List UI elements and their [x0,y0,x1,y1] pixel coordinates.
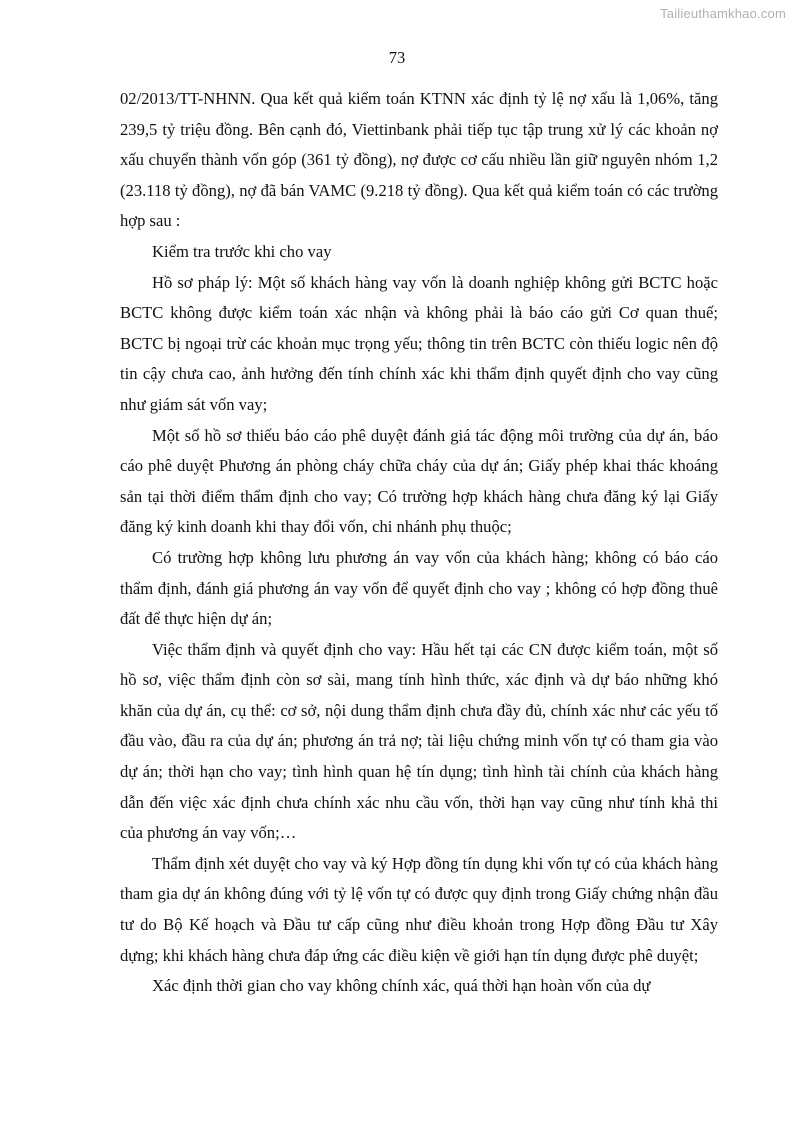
paragraph-continuation: 02/2013/TT-NHNN. Qua kết quả kiểm toán KTNN xác định tỷ lệ nợ xấu là 1,06%, tăng 239,5 tỷ triệu đồng. Bên cạnh đó, Viettinbank phải tiếp tục tập trung xử lý các khoản nợ xấu chuyển thành vốn góp (361 tỷ đồng), nợ được cơ cấu nhiều lần giữ nguyên nhóm 1,2 (23.118 tỷ đồng), nợ đã bán VAMC (9.218 tỷ đồng). Qua kết quả kiểm toán có các trường hợp sau : [120,89,718,231]
paragraph: Một số hồ sơ thiếu báo cáo phê duyệt đánh giá tác động môi trường của dự án, báo cáo phê duyệt Phương án phòng cháy chữa cháy của dự án; Giấy phép khai thác khoáng sản tại thời điểm thẩm định cho vay; Có trường hợp khách hàng chưa đăng ký lại Giấy đăng ký kinh doanh khi thay đổi vốn, chi nhánh phụ thuộc; [120,425,718,537]
page-number: 73 [388,48,406,67]
paragraph-heading: Kiểm tra trước khi cho vay [152,241,332,261]
paragraph: Hồ sơ pháp lý: Một số khách hàng vay vốn là doanh nghiệp không gửi BCTC hoặc BCTC không được kiểm toán xác nhận và không phải là báo cáo gửi Cơ quan thuế; BCTC bị ngoại trừ các khoản mục trọng yếu; thông tin trên BCTC còn thiếu logic nên độ tin cậy chưa cao, ảnh hưởng đến tính chính xác khi thẩm định quyết định cho vay cũng như giám sát vốn vay; [120,272,718,414]
paragraph: Xác định thời gian cho vay không chính xác, quá thời hạn hoàn vốn của dự [152,976,651,996]
watermark: Tailieuthamkhao.com [660,6,786,21]
paragraph: Việc thẩm định và quyết định cho vay: Hầu hết tại các CN được kiểm toán, một số hồ sơ, việc thẩm định còn sơ sài, mang tính hình thức, xác định và dự báo những khó khăn của dự án, cụ thể: cơ sở, nội dung thẩm định chưa đầy đủ, chính xác như các yếu tố đầu vào, đầu ra của dự án; phương án trả nợ; tài liệu chứng minh vốn tự có tham gia vào dự án; thời hạn cho vay; tình hình quan hệ tín dụng; tình hình tài chính của khách hàng dẫn đến việc xác định chưa chính xác nhu cầu vốn, thời hạn vay cũng như tính khả thi của phương án vay vốn;… [120,639,718,843]
paragraph: Thẩm định xét duyệt cho vay và ký Hợp đồng tín dụng khi vốn tự có của khách hàng tham gia dự án không đúng với tỷ lệ vốn tự có được quy định trong Giấy chứng nhận đầu tư do Bộ Kế hoạch và Đầu tư cấp cũng như điều khoản trong Hợp đồng Đầu tư Xây dựng; khi khách hàng chưa đáp ứng các điều kiện về giới hạn tín dụng được phê duyệt; [120,853,718,965]
body-text [120,84,718,1002]
paragraph: Có trường hợp không lưu phương án vay vốn của khách hàng; không có báo cáo thẩm định, đánh giá phương án vay vốn để quyết định cho vay ; không có hợp đồng thuê đất để thực hiện dự án; [120,547,718,629]
